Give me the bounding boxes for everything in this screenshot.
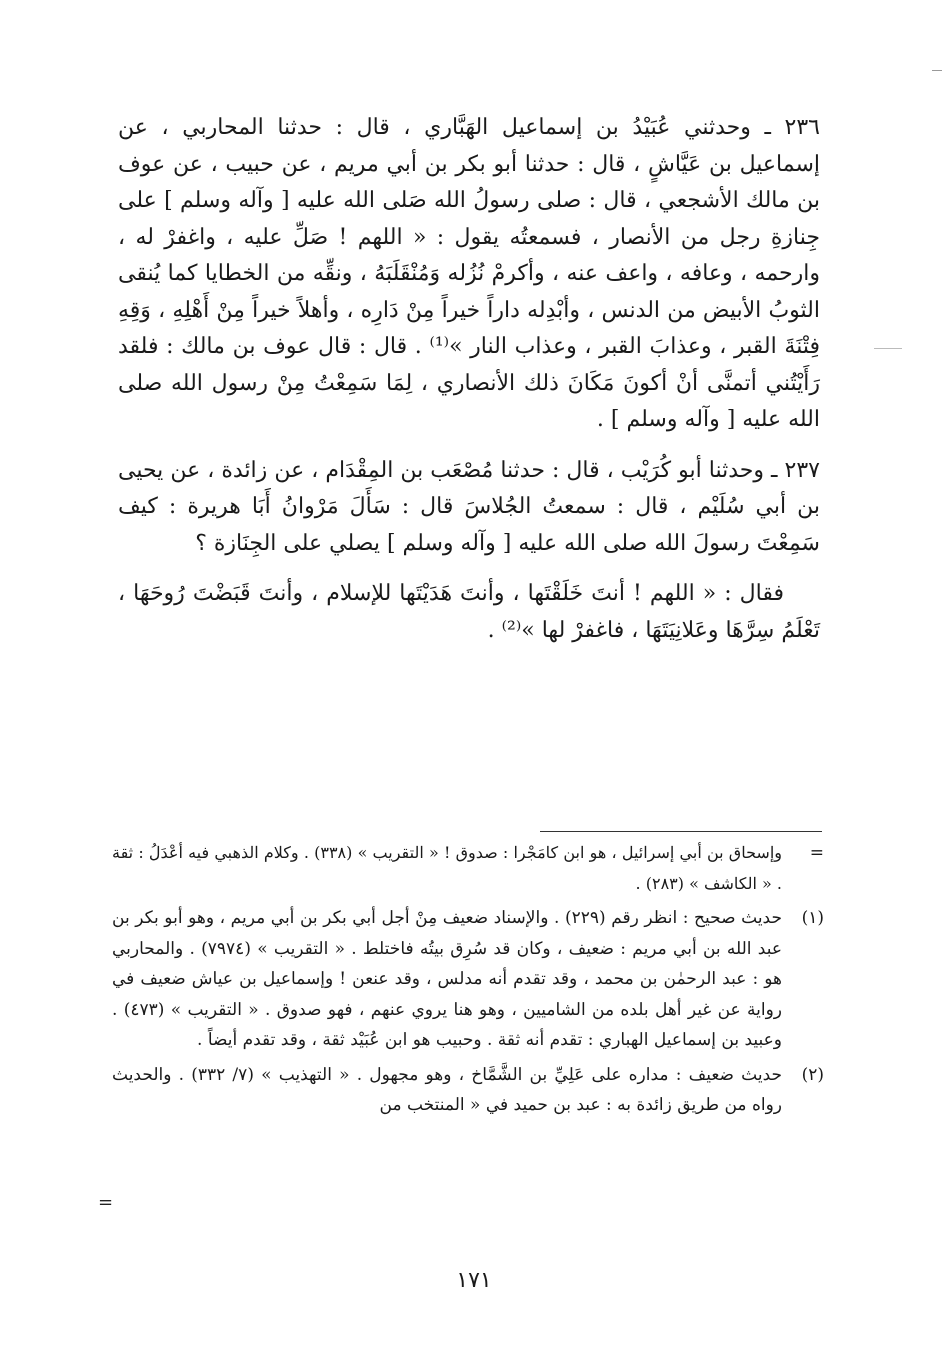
paragraph-text: ٢٣٦ ـ وحدثني عُبَيْدُ بن إسماعيل الهَبَّاري ، قال : حدثنا المحاربي ، عن إسماعيل بن عَيَّاشٍ ، قال : حدثنا أبو بكر بن أبي مريم ، عن حبيب ، عن عوف بن مالك الأشجعي ، قال : صلى رسولُ الله صَلى الله عليه [ وآله وسلم ] على جِنازةِ رجل من الأنصار ، فسمعتُه يقول : « اللهم ! صَلِّ عليه ، واغفرْ له ، وارحمه ، وعافه ، واعف عنه ، وأكرمْ نُزُله وَمُنْقَلَبَهُ ، ونقِّه من الخطايا كما يُنقى الثوبُ الأبيض من الدنس ، وأبْدِله داراً خيراً مِنْ دَارِه ، وأهلاً خيراً مِنْ أَهْلِهِ ، وَقِهِ فِتْنَةَ القبر ، وعذابَ القبر ، وعذاب النار »⁽¹⁾ . قال : قال عوف بن مالك : فلقد رَأَيْتُني أتمنَّى أنْ أكونَ مَكَانَ ذلك الأنصاري ، لِمَا سَمِعْتُ مِنْ رسول الله صلى الله عليه [ وآله وسلم ] .: [118, 115, 820, 432]
footnote-marker: =: [809, 843, 824, 863]
footnote-text: وإسحاق بن أبي إسرائيل ، هو ابن كامَجْرا : صدوق ! « التقريب » (٣٣٨) . وكلام الذهبي فيه أعْدَلُ : ثقة . « الكاشف » (٢٨٣) .: [112, 843, 782, 893]
hadith-237: [118, 453, 820, 563]
footnote-text: حديث ضعيف : مداره على عَلِيِّ بن الشَّمَّاخ ، وهو مجهول . « التهذيب » (٧/ ٣٣٢) . والحديث رواه من طريق زائدة به : عبد بن حميد في « المنتخب من: [112, 1064, 783, 1115]
footnotes: [112, 838, 824, 1125]
edge-mark: [874, 348, 902, 349]
hadith-236: [118, 110, 820, 439]
footnote-marker: (٢): [801, 1064, 824, 1085]
footnote-separator: [540, 831, 822, 832]
page-number: ١٧١: [456, 1268, 492, 1293]
edge-mark: [932, 70, 942, 71]
hadith-237-reply: [118, 576, 820, 649]
footnote-continuation: [112, 838, 824, 899]
paragraph-text: ٢٣٧ ـ وحدثنا أبو كُرَيْب ، قال : حدثنا مُصْعَب بن المِقْدَام ، عن زائدة ، عن يحيى بن أبي سُلَيْم ، قال : سمعتُ الجُلاسَ قال : سَأَلَ مَرْوانُ أَبَا هريرة : كيف سَمِعْتَ رسولَ الله صلى الله عليه [ وآله وسلم ] يصلي على الجِنَازة ؟: [118, 457, 820, 556]
main-text: [118, 110, 820, 663]
paragraph-text: فقال : « اللهم ! أنتَ خَلَقْتَها ، وأنتَ هَدَيْتَها للإسلام ، وأنتَ قَبَضْتَ رُوحَهَا ، تَعْلَمُ سِرَّهَا وعَلانِيَتَهَا ، فاغفرْ لها »⁽²⁾ .: [118, 581, 820, 643]
footnote-text: حديث صحيح : انظر رقم (٢٢٩) . والإسناد ضعيف مِنْ أجل أبي بكر بن أبي مريم ، وهو أبو بكر بن عبد الله بن أبي مريم : ضعيف ، وكان قد سُرِق بيتُه فاختلط . « التقريب » (٧٩٧٤) . والمحاربي هو : عبد الرحمٰن بن محمد ، وقد تقدم أنه مدلس ، وقد عنعن ! وإسماعيل بن عياش ضعيف في رواية عن غير أهل بلده من الشاميين ، وهو هنا يروي عنهم ، فهو صدوق . « التقريب » (٤٧٣) . وعبيد بن إسماعيل الهباري : تقدم أنه ثقة . وحبيب هو ابن عُبَيْد ثقة ، وقد تقدم أيضاً .: [112, 908, 782, 1050]
continuation-mark: =: [98, 1192, 114, 1213]
footnote-1: [112, 903, 824, 1056]
footnote-marker: (١): [801, 908, 824, 928]
footnote-2: [112, 1060, 824, 1121]
